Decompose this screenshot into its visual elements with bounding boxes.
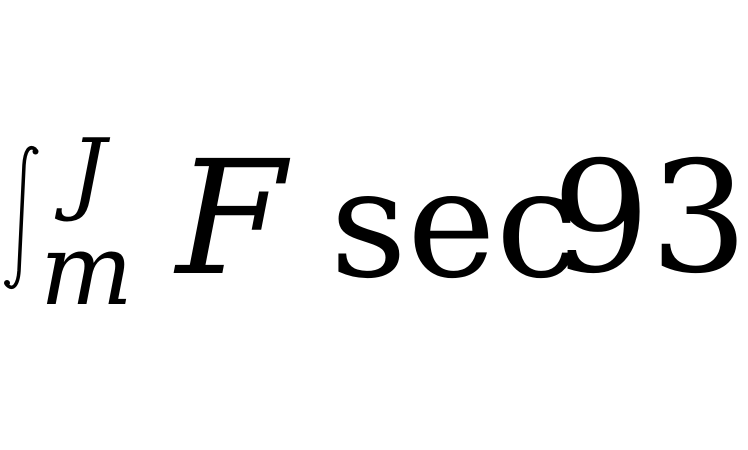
integral-sign-icon [2, 143, 42, 293]
integral-lower-limit: m [40, 214, 133, 328]
integral-upper-limit: J [70, 120, 107, 225]
integrand-variable: F [176, 127, 286, 311]
function-argument: 93 [552, 129, 748, 308]
secant-function: sec [330, 138, 580, 312]
